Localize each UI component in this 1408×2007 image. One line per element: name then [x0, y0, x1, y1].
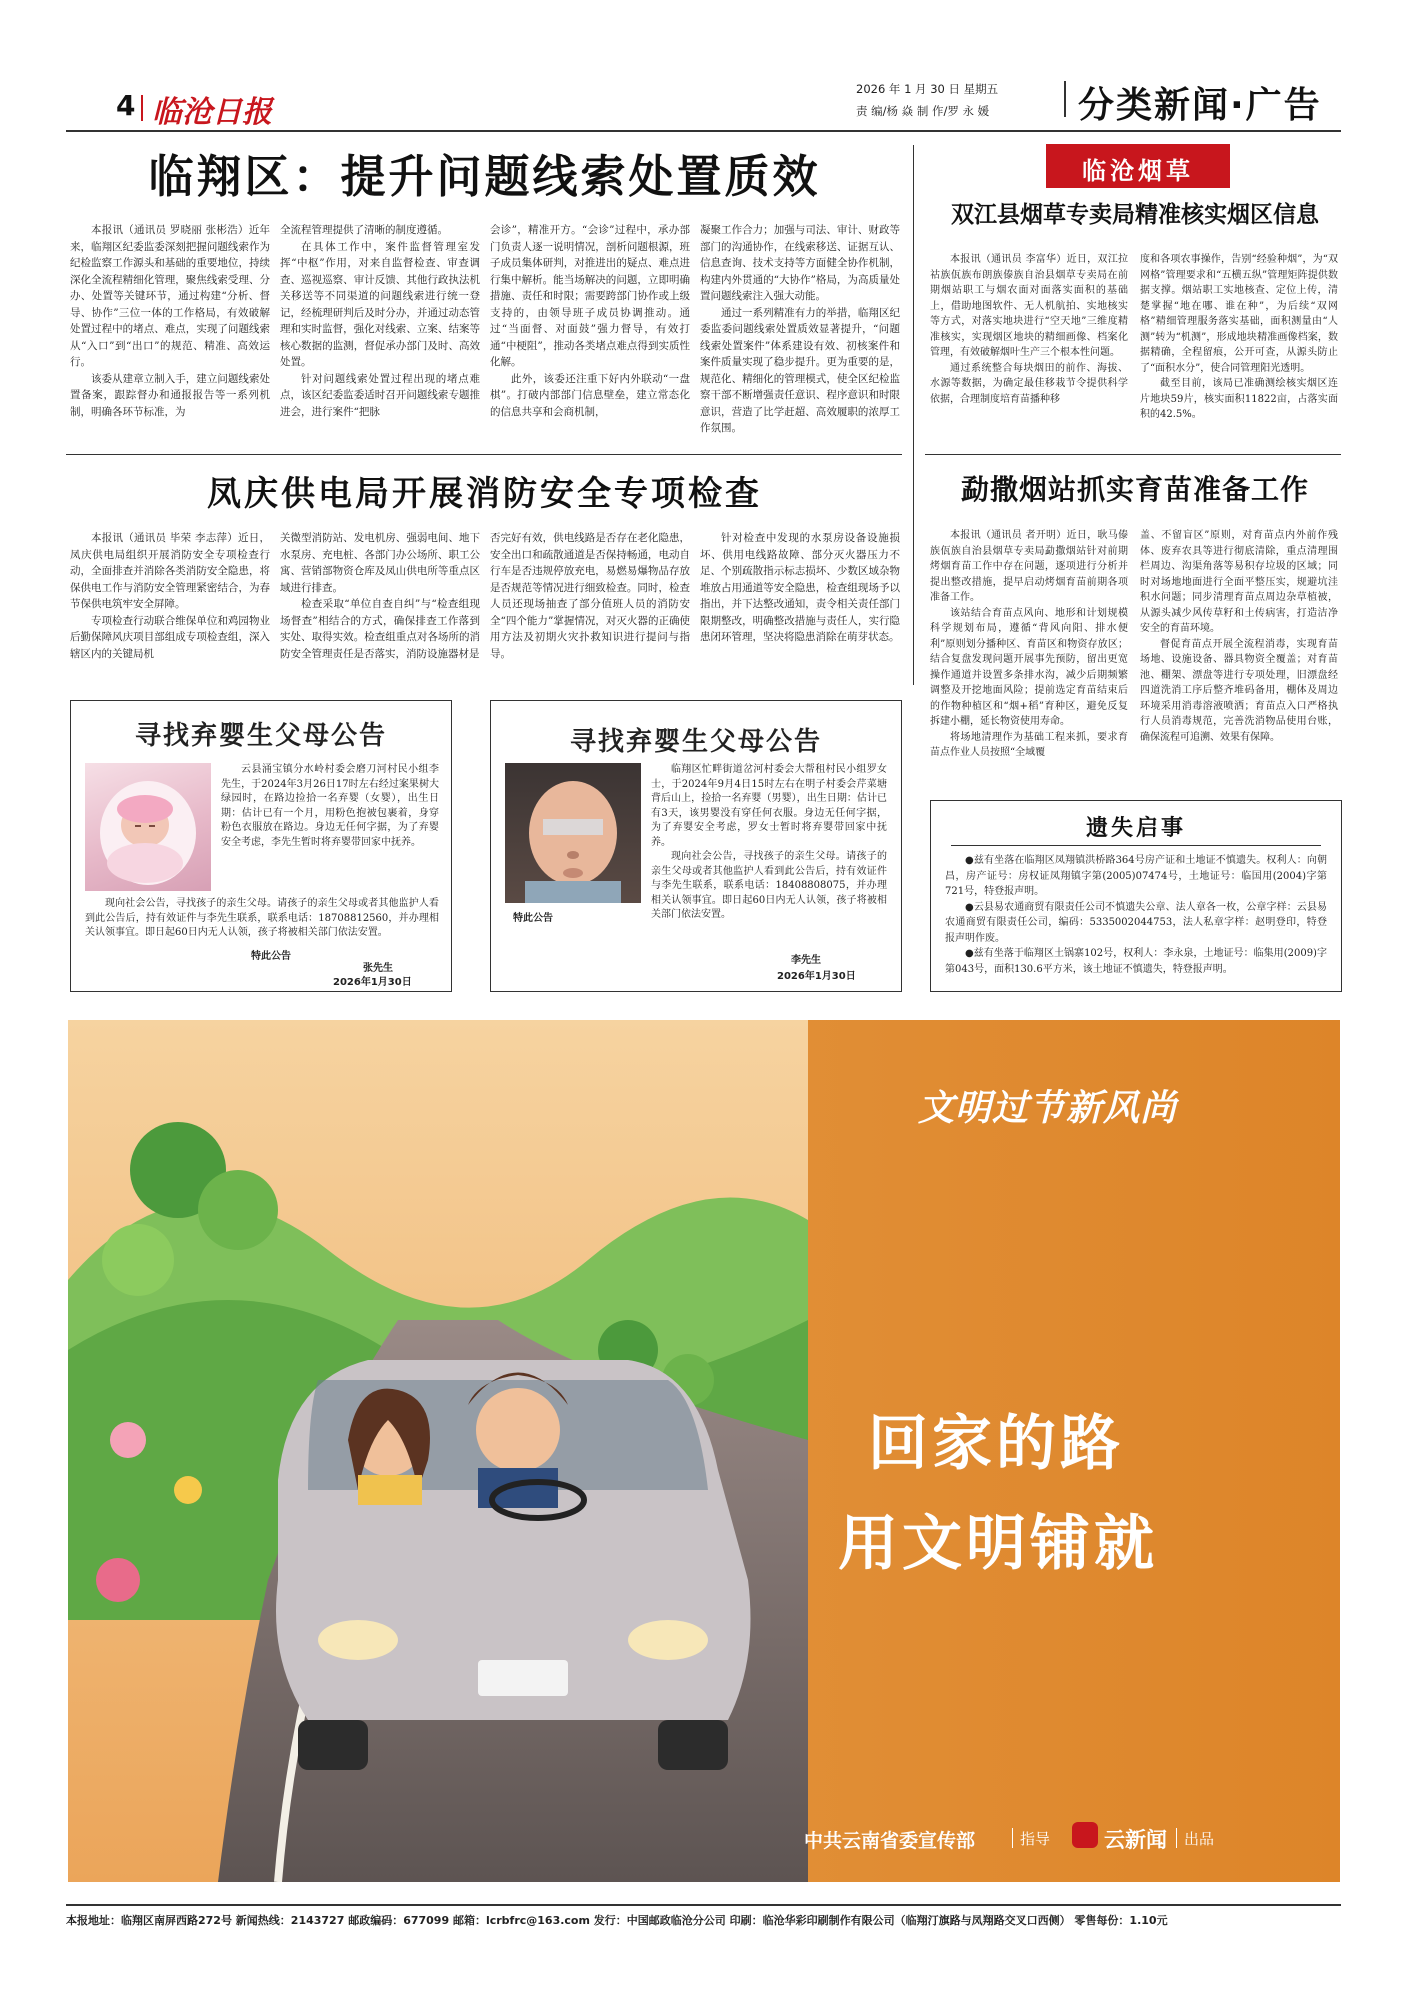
- masthead-divider: [141, 95, 143, 121]
- lost-notice-item: ●兹有坐落于临翔区土锅寨102号，权利人：李永泉，土地证号：临集用(2009)字第043号，面积130.6平方米，该土地证不慎遗失，特登报声明。: [945, 948, 1327, 975]
- masthead: [66, 75, 1341, 130]
- baby-photo-illustration: [85, 763, 211, 891]
- lost-notice-body: [945, 853, 1327, 977]
- paragraph: 全流程管理提供了清晰的制度遵循。: [280, 224, 448, 236]
- lost-notice-item: ●云县易农通商贸有限责任公司不慎遗失公章、法人章各一枚，公章字样：云县易农通商贸有限责任公司，编码：5335002044753，法人私章字样：赵明登印，特登报声明作废。: [945, 901, 1327, 944]
- editors-line: 责 编/杨 焱 制 作/罗 永 媛: [856, 104, 990, 118]
- section-divider: [1064, 81, 1066, 117]
- paragraph: 否完好有效，供电线路是否存在老化隐患，安全出口和疏散通道是否保持畅通，电动自行车是否违规停放充电，易燃易爆物品存放是否规范等情况进行细致检查。同时，检查人员还现场抽查了部分值班人员的消防安全“四个能力”掌握情况，对灭火器的正确使用方法及初期火灾扑救知识进行提问与指导。: [490, 532, 690, 660]
- baby-photo: [85, 763, 211, 891]
- tobacco-article2-col1: [930, 528, 1128, 761]
- section-title: 分类新闻·广告: [1078, 85, 1322, 126]
- tobacco-section-label-text: 临沧烟草: [1082, 157, 1194, 185]
- article-linxiang-col1: [70, 222, 270, 420]
- page-number: 4: [116, 89, 136, 122]
- paragraph: 督促育苗点开展全流程消毒，实现育苗场地、设施设备、器具物资全覆盖；对育苗池、棚架、漂盘等进行专项处理，旧漂盘经四道洗消工序后整齐堆码备用，棚体及周边环境采用消毒溶液喷洒；育苗点入口严格执行人员消毒规范，完善洗消物品使用台账，确保流程可追溯、效果有保障。: [1140, 638, 1338, 743]
- lost-notice-item: ●兹有坐落在临翔区凤翔镇洪桥路364号房产证和土地证不慎遗失。权利人：向朝昌，房产证号：房权证凤翔镇字第(2005)07474号，土地证号：临国用(2004)字第721号，特登报声明。: [945, 855, 1327, 897]
- tobacco-section-label: [1046, 144, 1230, 188]
- paragraph: 本报讯（通讯员 毕荣 李志萍）近日，凤庆供电局组织开展消防安全专项检查行动，全面排查并消除各类消防安全隐患，将保供电工作与消防安全管理紧密结合，为春节保供电筑牢安全屏障。: [70, 532, 270, 610]
- paragraph: 该站结合育苗点风向、地形和计划规模科学规划布局，遵循“背风向阳、排水便利”原则划分播种区、育苗区和物资存放区；结合复盘发现问题开展事先预防，留出更宽操作通道并设置多条排水沟，减少后期频繁调整及开挖地面风险；提前选定育苗结束后的作物种植区和“烟+稻”育种区，避免反复拆建小棚，延长物资使用寿命。: [930, 607, 1128, 727]
- notice-signer: 李先生: [791, 955, 821, 966]
- date-line: 2026 年 1 月 30 日 星期五: [856, 82, 999, 96]
- paragraph: 盖、不留盲区”原则，对育苗点内外前作残体、废弃农具等进行彻底清除，重点清理围栏周边、沟渠角落等易积存垃圾的区域；同时对场地地面进行全面平整压实，规避坑洼积水问题；同步清理育苗点周边杂草植被，从源头减少风传草籽和土传病害，打造洁净安全的育苗环境。: [1140, 530, 1338, 634]
- masthead-rule: [66, 130, 1341, 132]
- article-fengqing-col2: [280, 530, 480, 662]
- article-linxiang-col2: [280, 222, 480, 420]
- paragraph: 在具体工作中，案件监督管理室发挥“中枢”作用，对来自监督检查、审查调查、巡视巡察、审计反馈、其他行政执法机关移送等不同渠道的问题线索进行统一登记，经梳理研判后及时分办，并通过动态管理和实时监督，强化对线索、立案、结案等核心数据的监测，督促承办部门及时、高效处置。: [280, 240, 480, 368]
- paragraph: 现向社会公告，寻找孩子的亲生父母。请孩子的亲生父母或者其他监护人看到此公告后，持有效证件与李先生联系，联系电话：18708812560，并办理相关认领事宜。即日起60日内无人认领，孩子将被相关部门依法安置。: [85, 898, 439, 938]
- tobacco-article2-col2: [1140, 528, 1338, 745]
- horizontal-divider: [66, 454, 902, 455]
- headline-fengqing: 凤庆供电局开展消防安全专项检查: [207, 474, 762, 514]
- ad-credit-producer: 云新闻: [1104, 1828, 1167, 1852]
- horizontal-divider: [925, 454, 1341, 455]
- article-fengqing-col1: [70, 530, 270, 662]
- notice-body: [651, 763, 887, 923]
- paragraph: 凝聚工作合力；加强与司法、审计、财政等部门的沟通协作，在线索移送、证据互认、信息查询、技术支持等方面健全协作机制，构建内外贯通的“大协作”格局，为高质量处置问题线索注入强大动能。: [700, 224, 900, 302]
- tobacco-article1-col2: [1140, 252, 1338, 423]
- paragraph: 通过一系列精准有力的举措，临翔区纪委监委问题线索处置质效显著提升，“问题线索处置案件”体系建设有效、初核案件和案件质量实现了稳步提升。更为重要的是，规范化、精细化的管理模式，使全区纪检监察干部不断增强责任意识、程序意识和时限意识，营造了比学赶超、高效履职的浓厚工作氛围。: [700, 306, 900, 434]
- vertical-divider: [913, 145, 914, 685]
- headline-shuangjiang: 双江县烟草专卖局精准核实烟区信息: [951, 202, 1319, 228]
- headline-mengsa: 勐撒烟站抓实育苗准备工作: [960, 473, 1309, 506]
- lost-notice-title-rule: [951, 845, 1321, 846]
- ad-slogan-line1: 回家的路: [868, 1409, 1124, 1479]
- paragraph: 检查采取“单位自查自纠”与“检查组现场督查”相结合的方式，确保排查工作落到实处、取得实效。检查组重点对各场所的消防安全管理责任是否落实，消防设施器材是: [280, 598, 480, 660]
- paragraph: 现向社会公告，寻找孩子的亲生父母。请孩子的亲生父母或者其他监护人看到此公告后，持有效证件与李先生联系，联系电话：18408808075，并办理相关认领事宜。即日起60日内无人认领，孩子将被相关部门依法安置。: [651, 851, 887, 920]
- ad-credit-producer-label: 出品: [1184, 1830, 1215, 1848]
- ad-credit-separator: [1176, 1828, 1177, 1848]
- lost-notice-title: 遗失启事: [1085, 816, 1186, 841]
- article-fengqing-col3: [490, 530, 690, 662]
- paper-name-logo: 临沧日报: [152, 95, 272, 130]
- paragraph: 该委从建章立制入手，建立问题线索处置备案，跟踪督办和通报报告等一系列机制，明确各环节标准，为: [70, 372, 270, 418]
- paragraph: 此外，该委还注重下好内外联动“一盘棋”。打破内部部门信息壁垒，建立常态化的信息共享和会商机制，: [490, 372, 690, 418]
- notice-abandoned-baby-1: [70, 700, 452, 992]
- article-linxiang-col4: [700, 222, 900, 437]
- paragraph: 针对问题线索处置过程出现的堵点难点，该区纪委监委适时召开问题线索专题推进会，进行案件“把脉: [280, 372, 480, 418]
- paragraph: 本报讯（通讯员 罗晓丽 张彬浩）近年来，临翔区纪委监委深刻把握问题线索作为纪检监察工作源头和基础的重要地位，持续深化全流程精细化管理，聚焦线索受理、分办、处置等关键环节，通过构建“分析、督导、协作”三位一体的工作格局，有效破解处置过程中的堵点、难点，实现了问题线索从“入口”到“出口”的规范、精准、高效运行。: [70, 224, 270, 368]
- notice-title: 寻找弃婴生父母公告: [569, 727, 822, 757]
- notice-signer: 张先生: [363, 963, 393, 974]
- notice-date: 2026年1月30日: [333, 977, 412, 988]
- ad-slogan-top: 文明过节新风尚: [918, 1088, 1178, 1129]
- notice-body: [221, 763, 439, 850]
- yunnews-logo-icon: [1072, 1822, 1098, 1848]
- paragraph: 云县涌宝镇分水岭村委会磨刀河村民小组李先生，于2024年3月26日17时左右经过案果树大绿园时，在路边捡拾一名弃婴（女婴），出生日期：估计已有一个月，用粉色抱被包裹着，身穿粉色衣服放在路边。身边无任何字据，为了弃婴安全考虑，李先生暂时将弃婴带回家中抚养。: [221, 764, 439, 848]
- article-fengqing-col4: [700, 530, 900, 646]
- headline-linxiang: 临翔区：提升问题线索处置质效: [148, 150, 821, 203]
- ad-illustration: [68, 1020, 1340, 1882]
- tobacco-article1-col1: [930, 252, 1128, 407]
- paragraph: 专项检查行动联合维保单位和鸡园物业后勤保障风庆项目部组成专项检查组，深入辖区内的关键局机: [70, 614, 270, 660]
- notice-body-2: [85, 897, 439, 941]
- ad-slogan-line2: 用文明铺就: [838, 1509, 1158, 1579]
- notice-special: 特此公告: [251, 951, 291, 962]
- notice-title: 寻找弃婴生父母公告: [134, 721, 387, 751]
- notice-date: 2026年1月30日: [777, 971, 856, 982]
- notice-abandoned-baby-2: [490, 700, 902, 992]
- article-linxiang-col3: [490, 222, 690, 420]
- ad-credit-guide-org: 中共云南省委宣传部: [804, 1830, 976, 1852]
- paragraph: 关微型消防站、发电机房、强弱电间、地下水泵房、充电桩、各部门办公场所、职工公寓、营销部物资仓库及凤山供电所等重点区域进行排查。: [280, 532, 480, 594]
- paragraph: 本报讯（通讯员 李富华）近日，双江拉祜族佤族布朗族傣族自治县烟草专卖局在前期烟站职工与烟农面对面落实面积的基础上，借助地图软件、无人机航拍、实地核实等方式，对落实地块进行“空天地”三维度精准核实，实现烟区地块的精细画像、档案化管理，有效破解烟叶生产三个根本性问题。: [930, 254, 1128, 358]
- baby-photo: [505, 763, 641, 903]
- paragraph: 通过系统整合每块烟田的前作、海拔、水源等数据，为确定最佳移栽节令提供科学依据，合理制度培育苗播种移: [930, 362, 1128, 405]
- lost-notice-box: [930, 800, 1342, 992]
- baby-photo-illustration: [505, 763, 641, 903]
- paragraph: 将场地清理作为基础工程来抓，要求育苗点作业人员按照“全域覆: [930, 731, 1128, 758]
- footer-info: 本报地址：临翔区南屏西路272号 新闻热线：2143727 邮政编码：677099 邮箱：lcrbfrc@163.com 发行：中国邮政临沧分公司 印刷：临沧华彩印刷制作有限公司（临翔汀旗路与凤翔路交叉口西侧） 零售每份：1.10元: [66, 1914, 1168, 1927]
- paragraph: 本报讯（通讯员 者开明）近日，耿马傣族佤族自治县烟草专卖局勐撒烟站针对前期烤烟育苗工作中存在问题，逐项进行分析并提出整改措施，提早启动烤烟育苗前期各项准备工作。: [930, 530, 1128, 603]
- paragraph: 会诊”，精准开方。“会诊”过程中，承办部门负责人逐一说明情况，剖析问题根源，班子成员集体研判，对推进出的疑点、难点进行集中解析。能当场解决的问题，立即明确措施、责任和时限；需要跨部门协作或上级支持的，由领导班子成员协调推动。通过“当面督、对面鼓”强力督导，有效打通“中梗阻”，推动各类堵点难点得到实质性化解。: [490, 224, 690, 368]
- paragraph: 度和各项农事操作，告别“经验种烟”，为“双网格”管理要求和“五横五纵”管理矩阵提供数据支撑。烟站职工实地核查、定位上传，清楚掌握“地在哪、谁在种”，为后续“双网格”精细管理服务落实基础，面积测量由“人测”转为“机测”，形成地块精准画像档案，数据精确，全程留痕，公开可查，从源头防止了“面积水分”，使合同管理阳光透明。: [1140, 254, 1338, 374]
- paragraph: 针对检查中发现的水泵房设备设施损坏、供用电线路故障、部分灭火器压力不足、个别疏散指示标志损坏、少数区域杂物堆放占用通道等安全隐患，检查组现场予以指出，并下达整改通知，责令相关责任部门限期整改，明确整改措施与责任人，实行隐患闭环管理，坚决将隐患消除在萌芽状态。: [700, 532, 900, 643]
- notice-special: 特此公告: [513, 913, 553, 924]
- footer-rule: [66, 1904, 1341, 1906]
- civilization-ad: [68, 1020, 1340, 1882]
- paragraph: 截至目前，该局已准确测绘核实烟区连片地块59片，核实面积11822亩，占落实面积的42.5%。: [1140, 378, 1338, 420]
- ad-credit-separator: [1012, 1828, 1013, 1848]
- ad-credit-guide-label: 指导: [1020, 1830, 1051, 1848]
- paragraph: 临翔区忙畔街道岔河村委会大帮租村民小组罗女士，于2024年9月4日15时左右在明子村委会芹菜塘背后山上，捡拾一名弃婴（男婴），出生日期：估计已有3天，该男婴没有穿任何衣服。身边无任何字据，为了弃婴安全考虑，罗女士暂时将弃婴带回家中抚养。: [651, 764, 887, 848]
